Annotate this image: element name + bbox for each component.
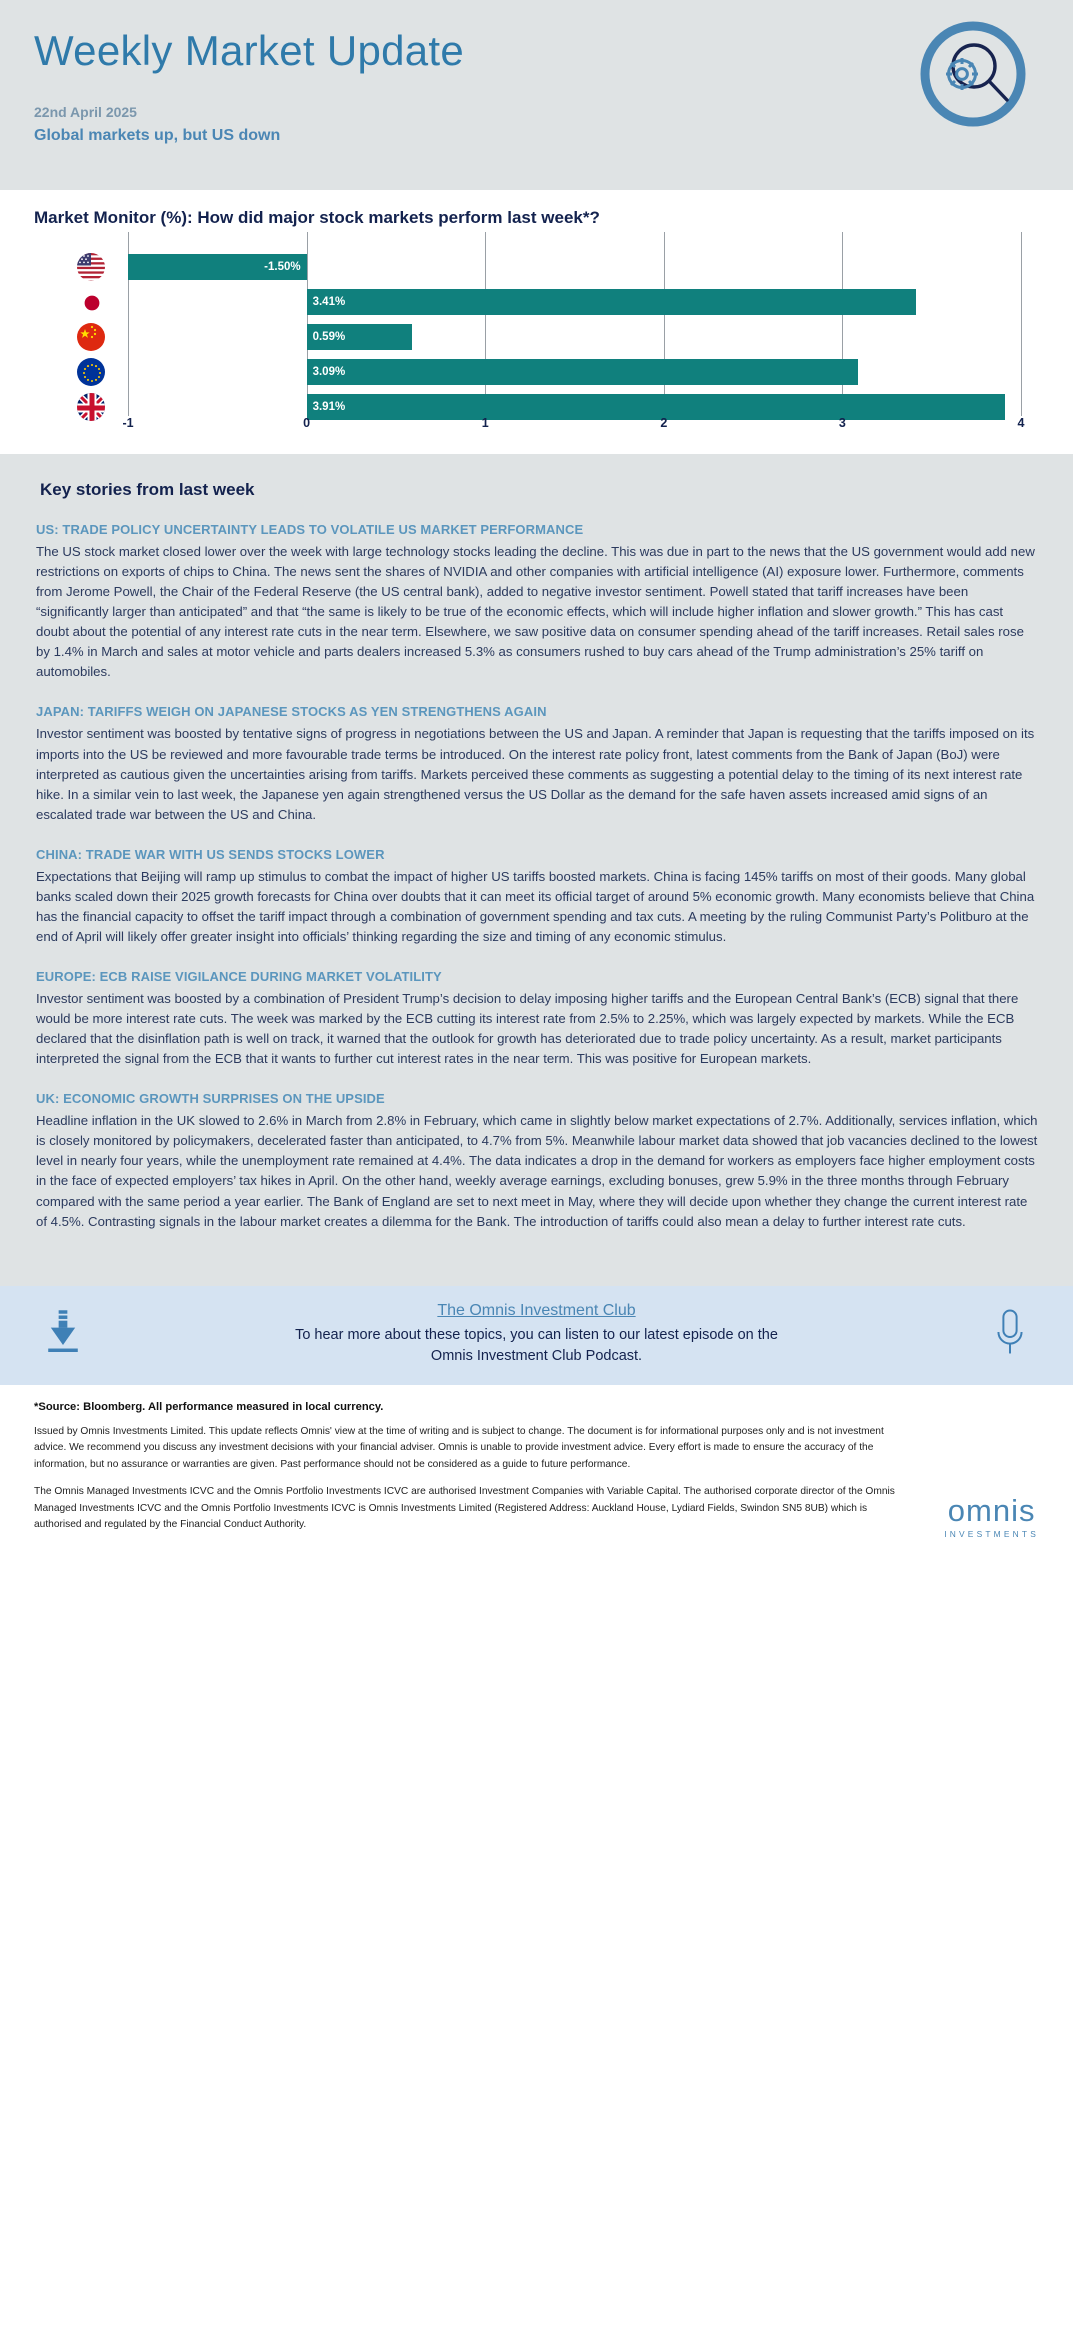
bar-value-label: 3.09% (312, 366, 346, 378)
bar-series (128, 246, 1021, 412)
gridline (1021, 232, 1022, 416)
china-flag-icon (76, 322, 106, 352)
podcast-text (104, 1302, 969, 1367)
bar-china (307, 324, 412, 350)
story-body: Investor sentiment was boosted by tentative signs of progress in negotiations between the US and Japan. A reminder that Japan is requesting that the tariffs imposed on its imports into the US be reviewed and more favourable trade terms be introduced. On the interest rate policy front, latest comments from the Bank of Japan (BoJ) were interpreted as cautious given the uncertainties arising from tariffs. Markets perceived these comments as suggesting a potential delay to the timing of its next interest rate hike. In a similar vein to last week, the Japanese yen again strengthened versus the US Dollar as the demand for the safe haven assets increased amid signs of an escalated trade war between the US and China. (36, 726, 1035, 822)
section-heading: Key stories from last week (40, 480, 255, 499)
key-stories-section (0, 454, 1073, 1286)
omnis-logo-name: omnis (947, 1492, 1036, 1528)
disclaimer-paragraph-2: The Omnis Managed Investments ICVC and the Omnis Portfolio Investments ICVC are authorised Investment Companies with Variable Capital. The authorised corporate director of the Omnis Managed Investments ICVC and the Omnis Portfolio Investments ICVC is Omnis Investments Limited (Registered Address: Auckland House, Lydiard Fields, Swindon SN5 8UB) which is authorised and regulated by the Financial Conduct Authority. (34, 1486, 895, 1531)
story-us (36, 522, 1039, 682)
story-body: The US stock market closed lower over the week with large technology stocks leading the decline. This was due in part to the news that the US government would add new restrictions on exports of chips to China. The news sent the shares of NVIDIA and other companies with artificial intelligence (AI) exposure lower. Furthermore, comments from Jerome Powell, the Chair of the Federal Reserve (the US central bank), added to negative investor sentiment. Powell stated that tariff increases have been “significantly larger than anticipated” and that “the same is likely to be true of the economic effects, which will include higher inflation and slower growth.” This has cast doubt about the potential of any interest rate cuts in the near term. Elsewhere, we saw positive data on consumer spending ahead of the tariff increases. Retail sales rose by 1.4% in March and sales at motor vehicle and parts dealers increased 5.3% as consumers rushed to buy cars ahead of the Trump administration’s 25% tariff on automobiles. (36, 544, 1035, 680)
bar-value-label: 0.59% (312, 331, 346, 343)
x-axis-tick: -1 (122, 416, 134, 430)
omnis-logo (944, 1492, 1039, 1539)
microphone-icon (987, 1306, 1033, 1363)
x-axis-tick: 4 (1017, 416, 1025, 430)
podcast-line-1: To hear more about these topics, you can listen to our latest episode on the (295, 1326, 778, 1343)
story-title: UK: ECONOMIC GROWTH SURPRISES ON THE UPSIDE (36, 1091, 385, 1107)
bar-value-label: -1.50% (264, 261, 301, 273)
story-title: EUROPE: ECB RAISE VIGILANCE DURING MARKET VOLATILITY (36, 969, 442, 984)
story-europe (36, 969, 1039, 1069)
x-axis-tick: 1 (481, 416, 489, 430)
podcast-line-2: Omnis Investment Club Podcast. (430, 1347, 643, 1364)
market-monitor-chart-section (0, 190, 1073, 454)
publication-date: 22nd April 2025 (34, 104, 137, 121)
europe-flag-icon (76, 357, 106, 387)
story-title: JAPAN: TARIFFS WEIGH ON JAPANESE STOCKS AS YEN STRENGTHENS AGAIN (36, 704, 547, 720)
document-header (0, 0, 1073, 190)
uk-flag-icon (76, 392, 106, 422)
plot-area (128, 246, 1021, 412)
story-title: CHINA: TRADE WAR WITH US SENDS STOCKS LOWER (36, 846, 385, 862)
page-title: Weekly Market Update (34, 27, 465, 74)
chart-title: Market Monitor (%): How did major stock markets perform last week*? (34, 208, 600, 227)
story-title: US: TRADE POLICY UNCERTAINTY LEADS TO VOLATILE US MARKET PERFORMANCE (36, 522, 584, 537)
bar-row (128, 254, 1021, 280)
story-japan (36, 704, 1039, 824)
bar-value-label: 3.41% (312, 296, 346, 308)
x-axis-tick: 0 (303, 416, 311, 430)
x-axis-tick: 3 (838, 416, 846, 430)
bar-us (128, 254, 307, 280)
footer-disclaimer (0, 1385, 1073, 1563)
us-flag-icon (76, 252, 106, 282)
bar-row (128, 359, 1021, 385)
story-body: Investor sentiment was boosted by a combination of President Trump’s decision to delay imposing higher tariffs and the European Central Bank’s (ECB) signal that there would be more interest rate cuts. The week was marked by the ECB cutting its interest rate from 2.5% to 2.25%, which was largely expected by markets. While the ECB declared that the disinflation path is well on track, it warned that the outlook for growth has deteriorated due to trade policy uncertainty. As a result, market participants interpreted the signal from the ECB that it wants to further cut interest rates in the near term. This was positive for European markets. (36, 991, 1019, 1067)
podcast-banner (0, 1286, 1073, 1385)
source-note: *Source: Bloomberg. All performance measured in local currency. (34, 1400, 384, 1413)
story-body: Expectations that Beijing will ramp up stimulus to combat the impact of higher US tariffs boosted markets. China is facing 145% tariffs on most of their goods. Many global banks scaled down their 2025 growth forecasts for China over doubts that it can meet its official target of around 5% economic growth. Many economists believe that China has the financial capacity to offset the tariff impact through a combination of government spending and tax cuts. A meeting by the ruling Communist Party’s Politburo at the end of April will likely offer greater insight into officials’ thinking regarding the size and timing of any economic stimulus. (36, 868, 1035, 944)
magnifier-gear-icon (917, 18, 1029, 130)
omnis-logo-subtitle: INVESTMENTS (944, 1528, 1039, 1539)
omnis-investment-club-link[interactable]: The Omnis Investment Club (437, 1301, 636, 1319)
disclaimer-paragraph-1: Issued by Omnis Investments Limited. This update reflects Omnis' view at the time of writing and is subject to change. The document is for informational purposes only and is not investment advice. We recommend you discuss any investment decisions with your financial adviser. Omnis is unable to provide investment advice. Every effort is made to ensure the accuracy of the information, but no assurance or warranties are given. Past performance should not be considered as a guide to future performance. (34, 1425, 884, 1470)
bar-chart (68, 246, 1039, 438)
download-arrow-icon (40, 1308, 86, 1361)
x-axis-tick: 2 (660, 416, 668, 430)
header-subtitle: Global markets up, but US down (34, 127, 281, 145)
bar-row (128, 324, 1021, 350)
japan-flag-icon (76, 287, 106, 317)
bar-value-label: 3.91% (312, 401, 346, 413)
story-uk (36, 1091, 1039, 1231)
bar-row (128, 289, 1021, 315)
story-body: Headline inflation in the UK slowed to 2.6% in March from 2.8% in February, which came in slightly below market expectations of 2.7%. Additionally, services inflation, which is closely monitored by policymakers, decelerated faster than anticipated, to 4.7% from 5%. Meanwhile labour market data showed that job vacancies declined to the lowest level in nearly four years, while the unemployment rate remained at 4.4%. The data indicates a drop in the demand for workers as employers face higher employment costs in the face of expected employers’ tax hikes in April. On the other hand, weekly average earnings, excluding bonuses, grew 5.9% in the three months through February compared with the same period a year earlier. The Bank of England are set to next meet in May, where they will decide upon whether they change the current interest rate of 4.5%. Contrasting signals in the labour market creates a dilemma for the Bank. The introduction of tariffs could also mean a delay to further interest rate cuts. (36, 1113, 1038, 1229)
story-china (36, 847, 1039, 947)
x-axis (122, 416, 1025, 438)
bar-europe (307, 359, 859, 385)
bar-japan (307, 289, 916, 315)
